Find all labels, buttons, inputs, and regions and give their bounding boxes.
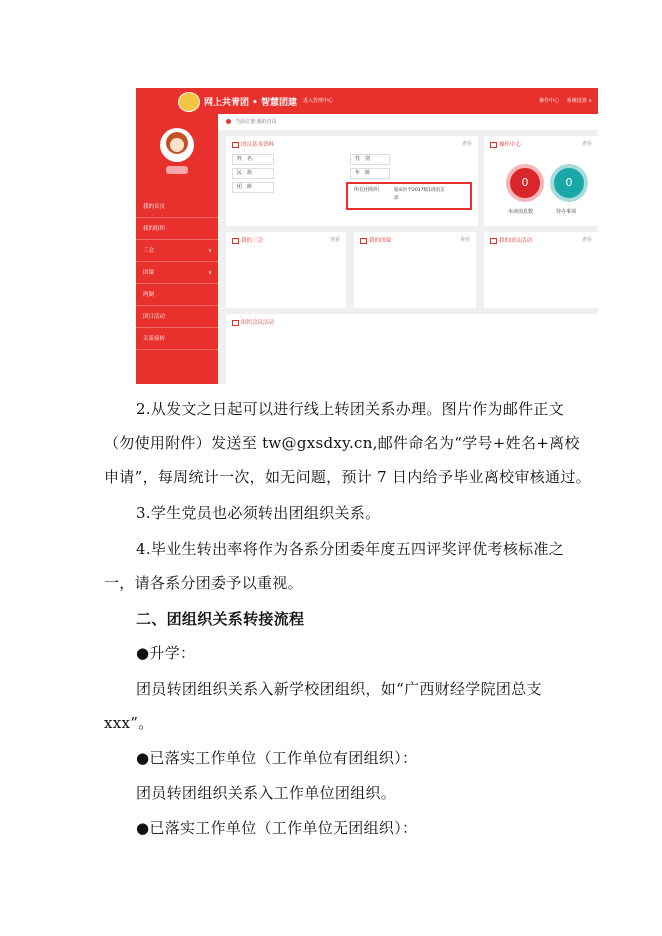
my-activities-more-link[interactable]: 查看 [581, 237, 592, 243]
top-right-menu [533, 97, 592, 104]
field-ethnicity-label: 民 族 [232, 168, 274, 179]
bullet-employer-without-org: ●已落实工作单位（工作单位无团组织）： [136, 819, 418, 837]
my-class-panel: 我的团课 查看 [354, 232, 476, 308]
unread-count-badge[interactable]: 0 [506, 164, 544, 202]
member-info-more-link[interactable]: 查看 [461, 141, 472, 147]
bullet-further-study: ●升学： [136, 644, 196, 662]
field-org-value: 临床医学2017级1班团支 部 [394, 188, 445, 201]
paragraph-4-line-1: 4.毕业生转出率将作为各系分团委年度五四评奖评优考核标准之 [136, 540, 565, 558]
card-icon [490, 238, 497, 244]
location-pin-icon [226, 119, 231, 124]
card-icon [232, 142, 239, 148]
paragraph-2-line-3: 申请”，每周统计一次，如无问题，预计 7 日内给予毕业离校审核通过。 [104, 468, 591, 486]
sidebar-item-league-class[interactable]: 团课 ∨ [136, 262, 218, 284]
todo-label: 待办事项 [556, 209, 577, 215]
my-activities-panel: 我的团员活动 查看 [484, 232, 598, 308]
todo-count-badge[interactable]: 0 [550, 164, 588, 202]
card-icon [490, 142, 497, 148]
breadcrumb: 当前位置:我的首页 [218, 114, 598, 130]
paragraph-2-line-1: 2.从发文之日起可以进行线上转团关系办理。图片作为邮件正文 [136, 400, 565, 418]
sidebar-item-two-systems[interactable]: 两制 [136, 284, 218, 306]
top-bar [136, 88, 598, 114]
avatar [160, 128, 194, 162]
member-info-panel [226, 136, 478, 226]
unread-label: 未读消息数 [508, 209, 534, 215]
system-screenshot [136, 88, 598, 384]
ops-center-panel [484, 136, 598, 226]
sidebar [136, 114, 218, 384]
bullet-employer-with-org: ●已落实工作单位（工作单位有团组织）： [136, 749, 418, 767]
field-org-label: 所在团组织 [350, 186, 388, 195]
card-icon [360, 238, 367, 244]
paragraph-2-line-2: （勿使用附件）发送至 tw@gxsdxy.cn,邮件命名为“学号+姓名+离校 [104, 434, 580, 452]
ops-center-title: 操作中心 [499, 142, 522, 148]
paragraph-4-line-2: 一，请各系分团委予以重视。 [104, 574, 303, 592]
field-age-label: 年 龄 [350, 168, 390, 179]
card-icon [232, 320, 239, 326]
my-class-more-link[interactable]: 查看 [459, 237, 470, 243]
my-meetings-panel: 我的三会 查看 [226, 232, 346, 308]
sidebar-item-league-day[interactable]: 团日活动 [136, 306, 218, 328]
chevron-down-icon: ∨ [207, 270, 212, 276]
member-info-title: 团员基本资料 [241, 142, 275, 148]
section-heading: 二、团组织关系转接流程 [136, 610, 305, 628]
sidebar-item-three-meetings[interactable]: 三会 ∨ [136, 240, 218, 262]
field-league-age-label: 团 龄 [232, 182, 274, 193]
sidebar-item-home[interactable]: 我的首页 [136, 196, 218, 218]
sidebar-item-my-org[interactable]: 我的组织 [136, 218, 218, 240]
blurred-username [166, 166, 188, 174]
paragraph-3: 3.学生党员也必须转出团组织关系。 [136, 504, 381, 522]
ops-center-more-link[interactable]: 查看 [581, 141, 592, 147]
further-study-text-line-1: 团员转团组织关系入新学校团组织，如“广西财经学院团总支 [136, 680, 542, 698]
my-meetings-more-link[interactable]: 查看 [329, 237, 340, 243]
further-study-text-line-2: xxx”。 [104, 714, 154, 732]
enter-admin-link[interactable]: 进入管理中心 [303, 98, 334, 104]
chevron-down-icon: ∨ [207, 248, 212, 254]
youth-league-logo-icon [178, 92, 200, 112]
employer-with-org-text: 团员转团组织关系入工作单位团组织。 [136, 784, 397, 802]
brand-title: 网上共青团 • 智慧团建 [204, 98, 298, 108]
sidebar-item-transfer[interactable]: 关系接转 [136, 328, 218, 350]
org-meeting-panel: 组织会议活动 [226, 314, 598, 384]
field-name-label: 姓 名 [232, 154, 274, 165]
field-gender-label: 性 别 [350, 154, 390, 165]
card-icon [232, 238, 239, 244]
system-settings-link[interactable]: 系统设置 ∨ [566, 98, 592, 104]
ops-center-link[interactable]: 操作中心 [539, 98, 560, 104]
